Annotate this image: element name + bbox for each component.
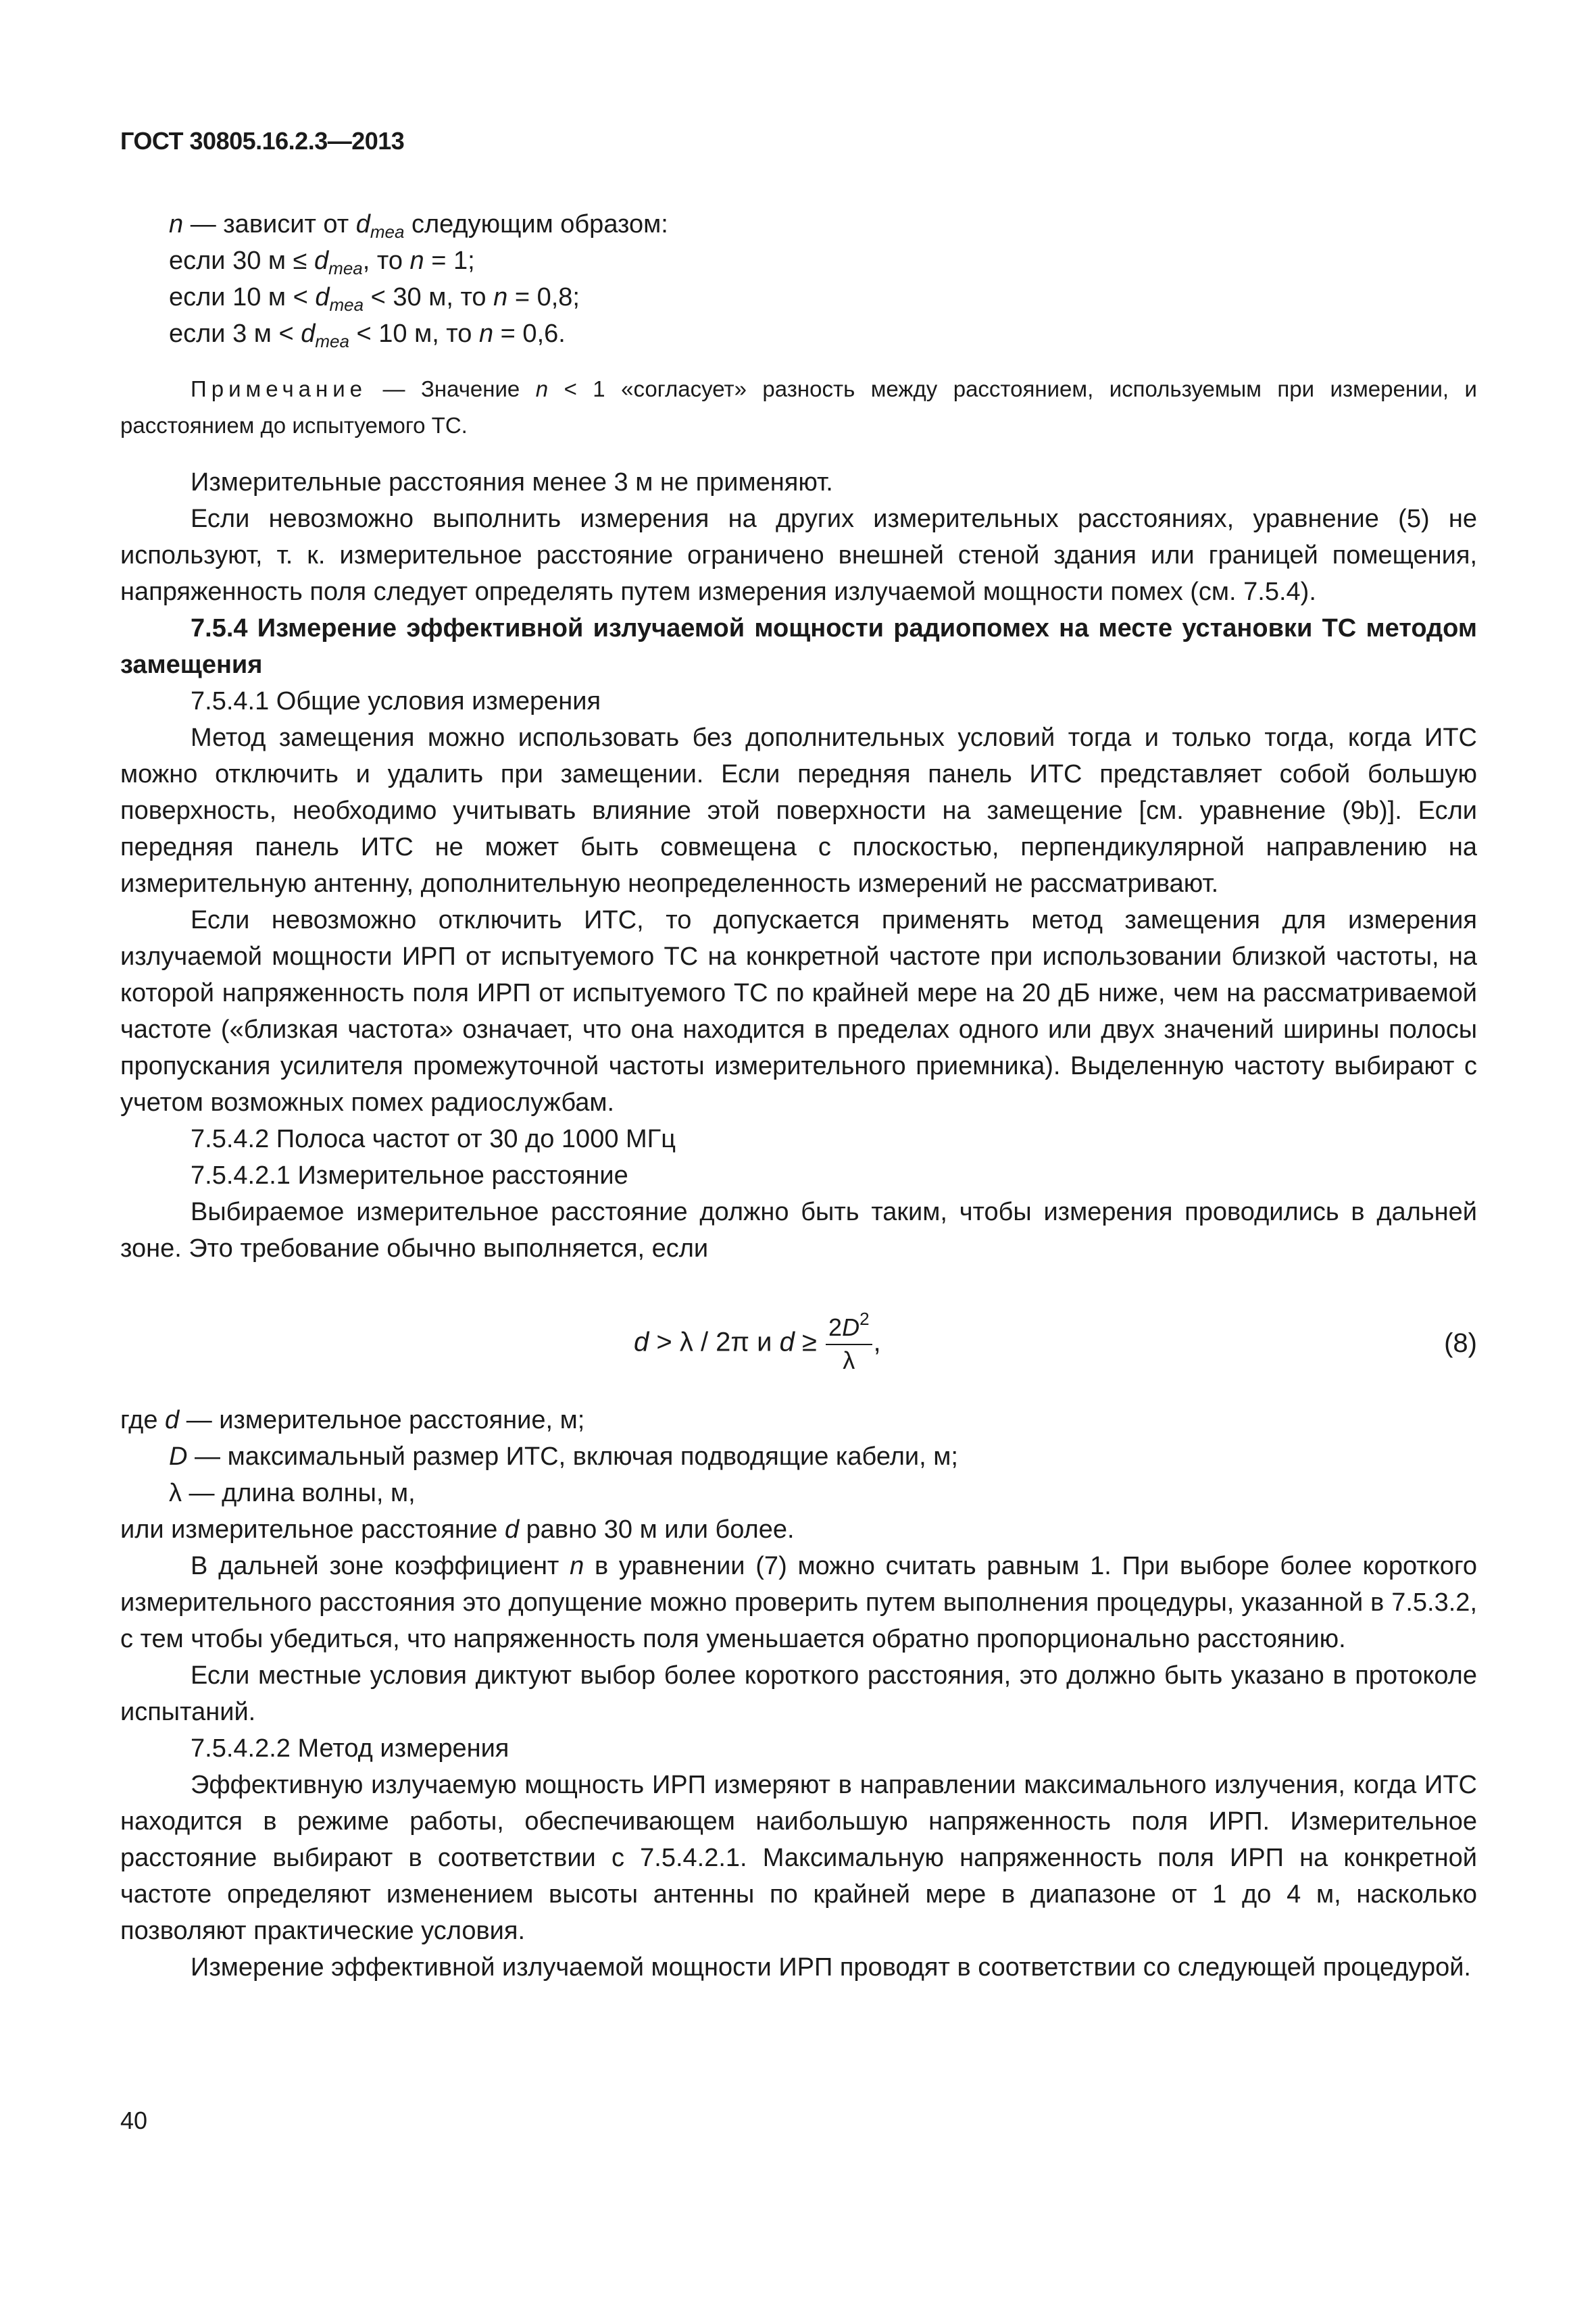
paragraph-field-strength: Если невозможно выполнить измерения на других измерительных расстояниях, уравнение (5) не используют, т. к. измерительное расстояние ограничено внешней стеной здания или границей помещения, напряженность поля следует определять путем измерения излучаемой мощности помех (см. 7.5.4). — [120, 505, 1477, 606]
n-dependency-list — [120, 206, 1477, 352]
paragraph-far-zone: Выбираемое измерительное расстояние должно быть таким, чтобы измерения проводились в дальней зоне. Это требование обычно выполняется, если — [120, 1198, 1477, 1263]
paragraph-min-distance: Измерительные расстояния менее 3 м не применяют. — [191, 468, 833, 497]
formula-number: (8) — [1444, 1328, 1477, 1358]
formula-expression: d > λ / 2π и d ≥ $\frac{2D^2}{\lambda}$ , — [634, 1311, 881, 1376]
paragraph-near-frequency: Если невозможно отключить ИТС, то допускается применять метод замещения для измерения излучаемой мощности ИРП от испытуемого ТС на конкретной частоте при использовании близкой частоты, на которой напряженность поля ИРП от испытуемого ТС по крайней мере на 20 дБ ниже, чем на рассматриваемой частоте («близкая частота» означает, что она находится в пределах одного или двух значений ширины полосы пропускания усилителя промежуточной частоты измерительного приемника). Выделенную частоту выбирают с учетом возможных помех радиослужбам. — [120, 906, 1477, 1117]
n-dependency-line-3: если 10 $м < d_{mea} < 30$ м, то n = 0,8; — [169, 283, 580, 315]
document-page — [120, 0, 1477, 2314]
note-label: Примечание — [191, 376, 368, 401]
where-line-d: где d — измерительное расстояние, м; — [120, 1406, 585, 1434]
paragraph-distance-30m: или измерительное расстояние d равно 30 м или более. — [120, 1515, 795, 1544]
subsection-heading-7-5-4-2: 7.5.4.2 Полоса частот от 30 до 1000 МГц — [191, 1125, 676, 1153]
formula-fraction: $\frac{2D^2}{\lambda}$ — [826, 1311, 872, 1376]
formula-8 — [120, 1294, 1477, 1402]
subsection-heading-7-5-4-2-2: 7.5.4.2.2 Метод измерения — [191, 1734, 509, 1763]
document-body — [120, 206, 1477, 1986]
n-dependency-line-1: n — зависит от $d_{mea}$ следующим образом: — [169, 210, 668, 242]
n-dependency-line-2: если 30 $м \le d_{mea}$, то n = 1; — [169, 247, 475, 278]
note-paragraph: Примечание — Значение n < 1 «согласует» разность между расстоянием, используемым при измерении, и расстоянием до испытуемого ТС. — [120, 376, 1477, 438]
where-list — [120, 1402, 1477, 1511]
paragraph-coefficient-n: В дальней зоне коэффициент n в уравнении (7) можно считать равным 1. При выборе более короткого измерительного расстояния это допущение можно проверить путем выполнения процедуры, указанной в 7.5.3.2, с тем чтобы убедиться, что напряженность поля уменьшается обратно пропорционально расстоянию. — [120, 1552, 1477, 1653]
section-heading-7-5-4: 7.5.4 Измерение эффективной излучаемой мощности радиопомех на месте установки ТС методом замещения — [120, 614, 1477, 679]
n-dependency-line-4: если 3 $м < d_{mea} < 10$ м, то n = 0,6. — [169, 320, 566, 351]
paragraph-measurement-direction: Эффективную излучаемую мощность ИРП измеряют в направлении максимального излучения, когда ИТС находится в режиме работы, обеспечивающем наибольшую напряженность поля ИРП. Измерительное расстояние выбирают в соответствии с 7.5.4.2.1. Максимальную напряженность поля ИРП на конкретной частоте определяют изменением высоты антенны по крайней мере в диапазоне от 1 до 4 м, насколько позволяют практические условия. — [120, 1771, 1477, 1945]
paragraph-local-conditions: Если местные условия диктуют выбор более короткого расстояния, это должно быть указано в протоколе испытаний. — [120, 1661, 1477, 1726]
document-header: ГОСТ 30805.16.2.3—2013 — [120, 127, 405, 155]
page-number: 40 — [120, 2107, 148, 2134]
paragraph-procedure: Измерение эффективной излучаемой мощности ИРП проводят в соответствии со следующей процедурой. — [191, 1953, 1471, 1982]
paragraph-substitution-method: Метод замещения можно использовать без дополнительных условий тогда и только тогда, когда ИТС можно отключить и удалить при замещении. Если передняя панель ИТС представляет собой большую поверхность, необходимо учитывать влияние этой поверхности на замещение [см. уравнение (9b)]. Если передняя панель ИТС не может быть совмещена с плоскостью, перпендикулярной направлению на измерительную антенну, дополнительную неопределенность измерений не рассматривают. — [120, 724, 1477, 898]
where-line-lambda: λ — длина волны, м, — [169, 1479, 416, 1507]
subsection-heading-7-5-4-2-1: 7.5.4.2.1 Измерительное расстояние — [191, 1161, 628, 1190]
where-line-D: D — максимальный размер ИТС, включая подводящие кабели, м; — [169, 1442, 958, 1471]
subsection-heading-7-5-4-1: 7.5.4.1 Общие условия измерения — [191, 687, 601, 715]
